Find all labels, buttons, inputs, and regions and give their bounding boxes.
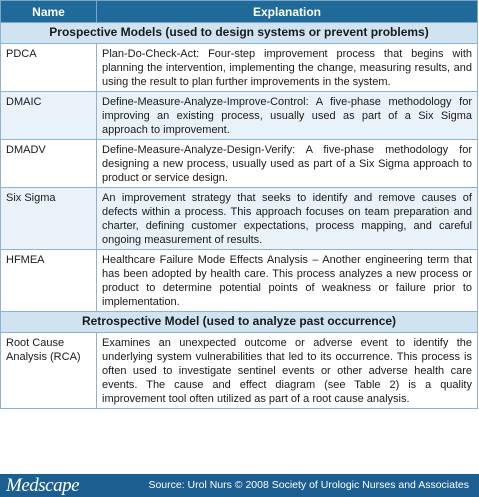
row-explanation: Healthcare Failure Mode Effects Analysis – Another engineering term that has been adopted by health care. This process analyzes a new process or product to determine potential points of weakness or failure prior to implementation. — [97, 250, 478, 312]
table-row — [1, 188, 478, 250]
table-row — [1, 44, 478, 92]
row-name: HFMEA — [1, 250, 97, 312]
source-credit: Source: Urol Nurs © 2008 Society of Urologic Nurses and Associates — [148, 479, 469, 491]
header-row — [1, 1, 478, 23]
table-row — [1, 92, 478, 140]
header-explanation: Explanation — [97, 1, 478, 23]
table-row — [1, 250, 478, 312]
section-title-prospective: Prospective Models (used to design systems or prevent problems) — [1, 23, 478, 44]
section-row-retrospective — [1, 312, 478, 333]
section-row-prospective — [1, 23, 478, 44]
medscape-logo[interactable]: Medscape — [6, 475, 80, 496]
table-row — [1, 333, 478, 409]
row-name: DMAIC — [1, 92, 97, 140]
row-name: PDCA — [1, 44, 97, 92]
row-explanation: Define-Measure-Analyze-Design-Verify: A five-phase methodology for designing a new process, usually used as part of a Six Sigma approach to product or service design. — [97, 140, 478, 188]
row-explanation: Define-Measure-Analyze-Improve-Control: A five-phase methodology for improving an existing process, usually used as part of a Six Sigma approach to improvement. — [97, 92, 478, 140]
row-explanation: Plan-Do-Check-Act: Four-step improvement process that begins with planning the intervention, implementing the change, measuring results, and using the result to plan further improvements in the system. — [97, 44, 478, 92]
table-row — [1, 140, 478, 188]
footer-bar — [0, 474, 479, 497]
header-name: Name — [1, 1, 97, 23]
row-name: Six Sigma — [1, 188, 97, 250]
section-title-retrospective: Retrospective Model (used to analyze past occurrence) — [1, 312, 478, 333]
row-explanation: An improvement strategy that seeks to identify and remove causes of defects within a process. This approach focuses on team preparation and charter, defining customer expectations, process mapping, and careful ongoing measurement of results. — [97, 188, 478, 250]
row-name: DMADV — [1, 140, 97, 188]
row-name: Root Cause Analysis (RCA) — [1, 333, 97, 409]
row-explanation: Examines an unexpected outcome or adverse event to identify the underlying system vulnerabilities that led to its occurrence. This process is often used to investigate sentinel events or other adverse health care events. The cause and effect diagram (see Table 2) is a quality improvement tool often utilized as part of a root cause analysis. — [97, 333, 478, 409]
